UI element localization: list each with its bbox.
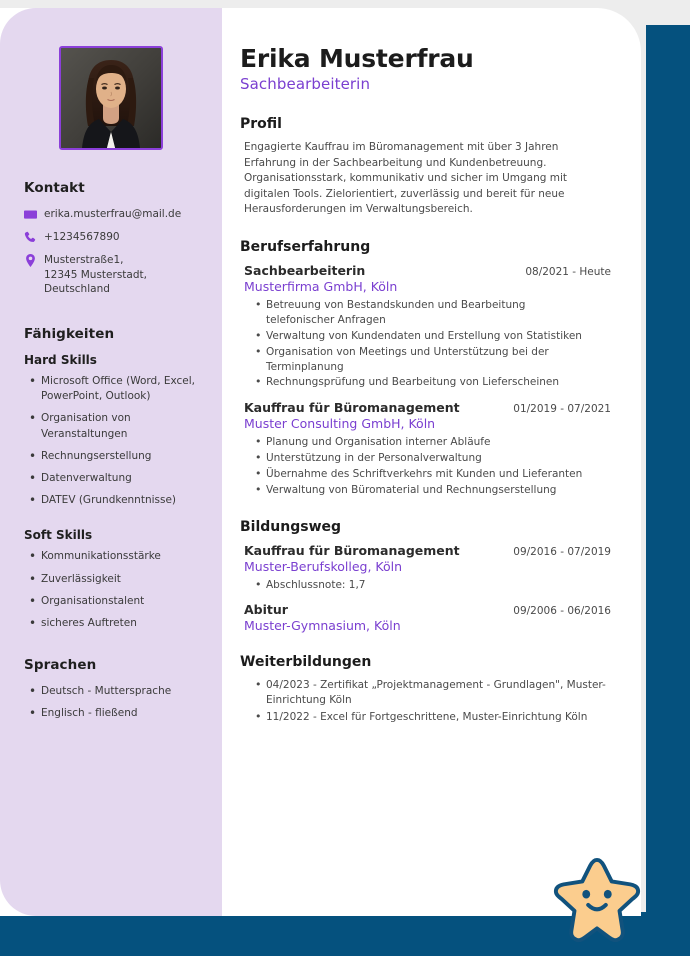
list-item: • Betreuung von Bestandskunden und Bearbeitung telefonischer Anfragen	[254, 298, 584, 328]
list-item: • sicheres Auftreten	[28, 616, 204, 631]
further-training-heading: Weiterbildungen	[240, 653, 372, 670]
entry-date: 09/2016 - 07/2019	[513, 545, 611, 558]
envelope-icon	[24, 208, 37, 221]
contact-heading: Kontakt	[24, 180, 85, 196]
entry-date: 01/2019 - 07/2021	[513, 403, 611, 416]
experience-entry	[244, 400, 613, 498]
hard-skills-list	[28, 374, 204, 509]
contact-phone-text: +1234567890	[44, 231, 120, 244]
contact-item-phone[interactable]	[24, 230, 204, 244]
contact-email-text: erika.musterfrau@mail.de	[44, 208, 182, 220]
entry-organization: Muster Consulting GmbH, Köln	[244, 416, 436, 432]
entry-date: 09/2006 - 06/2016	[513, 604, 611, 617]
entry-role: Abitur	[244, 601, 288, 617]
main-content	[222, 8, 641, 916]
phone-icon	[24, 231, 37, 244]
star-icon	[548, 855, 646, 949]
profile-text: Engagierte Kauffrau im Büromanagement mit über 3 Jahren Erfahrung in der Sachbearbeitung und Kundenbetreuung. Organisationsstark, kommunikativ und sicher im Umgang mit digitalen Tools. Zielorientiert, zuverlässig und bereit für neue Herausforderungen im Verwaltungsbereich.	[244, 141, 568, 216]
list-item: • Organisation von Meetings und Unterstützung bei der Terminplanung	[254, 345, 584, 375]
entry-header	[244, 602, 613, 617]
list-item: • Übernahme des Schriftverkehrs mit Kunden und Lieferanten	[254, 467, 584, 482]
list-item: • Unterstützung in der Personalverwaltung	[254, 451, 584, 466]
education-heading: Bildungsweg	[240, 518, 342, 535]
list-item: • 04/2023 - Zertifikat „Projektmanagement - Grundlagen", Muster-Einrichtung Köln	[254, 678, 613, 708]
profile-heading: Profil	[240, 116, 282, 133]
further-training-list	[254, 678, 613, 726]
education-entry	[244, 602, 613, 633]
list-item: • Planung und Organisation interner Abläufe	[254, 435, 584, 450]
list-item: • Englisch - fließend	[28, 706, 204, 721]
location-pin-icon	[24, 254, 37, 267]
list-item: • Verwaltung von Büromaterial und Rechnungserstellung	[254, 483, 584, 498]
languages-heading: Sprachen	[24, 657, 97, 674]
sidebar	[0, 8, 222, 916]
profile-photo-illustration	[61, 48, 161, 148]
contact-address-text: Musterstraße1, 12345 Musterstadt, Deutschland	[44, 254, 147, 295]
list-item: • Organisation von Veranstaltungen	[28, 411, 204, 441]
list-item: • Rechnungsprüfung und Bearbeitung von Lieferscheinen	[254, 375, 584, 390]
list-item: • Abschlussnote: 1,7	[254, 578, 584, 593]
list-item: • DATEV (Grundkenntnisse)	[28, 493, 204, 508]
smiling-star-sticker	[548, 855, 646, 949]
page-title: Erika Musterfrau	[240, 44, 474, 73]
resume-card	[0, 8, 641, 916]
page-background-right	[646, 25, 690, 956]
soft-skills-list	[28, 549, 204, 631]
languages-list	[28, 684, 204, 721]
avatar	[59, 46, 163, 150]
soft-skills-heading: Soft Skills	[24, 528, 93, 543]
entry-bullet-list	[254, 578, 613, 593]
contact-item-email[interactable]	[24, 207, 204, 221]
entry-organization: Muster-Berufskolleg, Köln	[244, 558, 403, 574]
hard-skills-heading: Hard Skills	[24, 352, 97, 367]
entry-header	[244, 543, 613, 558]
education-entry	[244, 543, 613, 593]
contact-item-address[interactable]	[24, 253, 204, 296]
experience-entry	[244, 263, 613, 390]
job-title: Sachbearbeiterin	[240, 75, 371, 94]
entry-role: Sachbearbeiterin	[244, 262, 366, 278]
entry-organization: Muster-Gymnasium, Köln	[244, 617, 401, 633]
list-item: • Datenverwaltung	[28, 471, 204, 486]
list-item: • Microsoft Office (Word, Excel, PowerPoint, Outlook)	[28, 374, 204, 404]
entry-header	[244, 400, 613, 415]
list-item: • Deutsch - Muttersprache	[28, 684, 204, 699]
contact-list	[24, 207, 204, 296]
entry-header	[244, 263, 613, 278]
entry-role: Kauffrau für Büromanagement	[244, 400, 460, 416]
list-item: • Rechnungserstellung	[28, 449, 204, 464]
list-item: • Verwaltung von Kundendaten und Erstellung von Statistiken	[254, 329, 584, 344]
entry-date: 08/2021 - Heute	[525, 265, 611, 278]
entry-organization: Musterfirma GmbH, Köln	[244, 278, 398, 294]
entry-bullet-list	[254, 435, 613, 498]
list-item: • Zuverlässigkeit	[28, 572, 204, 587]
experience-heading: Berufserfahrung	[240, 238, 371, 255]
entry-role: Kauffrau für Büromanagement	[244, 542, 460, 558]
list-item: • Kommunikationsstärke	[28, 549, 204, 564]
skills-heading: Fähigkeiten	[24, 325, 115, 342]
entry-bullet-list	[254, 298, 613, 390]
list-item: • Organisationstalent	[28, 594, 204, 609]
list-item: • 11/2022 - Excel für Fortgeschrittene, Muster-Einrichtung Köln	[254, 710, 613, 725]
